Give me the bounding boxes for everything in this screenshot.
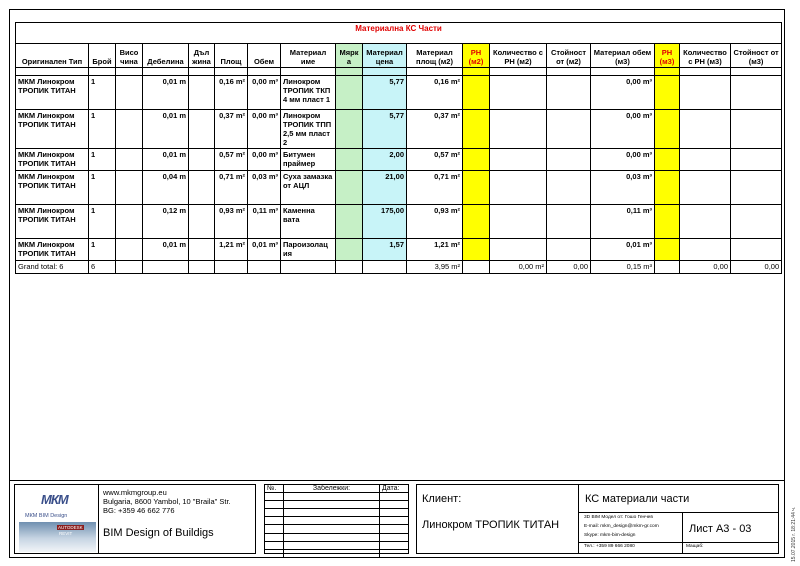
- cell-mat-vol: 0,03 m³: [591, 171, 655, 205]
- cell-cost-m3: [731, 239, 782, 261]
- cell-ph-m3: [655, 171, 680, 205]
- cell-price: 1,57: [363, 239, 407, 261]
- table-row: [16, 205, 782, 239]
- cell-unit: [336, 239, 363, 261]
- cell-unit: [336, 205, 363, 239]
- cell-mat-area: 0,93 m²: [407, 205, 463, 239]
- cell-cost-m2: [547, 171, 591, 205]
- cell-qty-m3: [680, 171, 731, 205]
- cell-thickness: 0,01 m: [143, 239, 189, 261]
- cell-mat-vol: 0,00 m³: [591, 149, 655, 171]
- client-name: Линокром ТРОПИК ТИТАН: [422, 519, 560, 531]
- column-header: Материал обем (м3): [591, 44, 655, 68]
- sheet-number: Лист А3 - 03: [689, 523, 752, 535]
- cell-ph-m3: [655, 239, 680, 261]
- logo-image: [19, 522, 96, 552]
- column-header: Площ: [215, 44, 248, 68]
- cell-length: [189, 110, 215, 149]
- cell-price: 2,00: [363, 149, 407, 171]
- cell-volume: 0,00 m³: [248, 149, 281, 171]
- sheet-info: [579, 484, 779, 554]
- column-header: PH (м2): [463, 44, 490, 68]
- cell-type: МКМ Линокром ТРОПИК ТИТАН: [16, 110, 89, 149]
- cell-material: Линокром ТРОПИК ТКП 4 мм пласт 1: [281, 76, 336, 110]
- schedule-header-row: [16, 44, 782, 68]
- cell-price: 21,00: [363, 171, 407, 205]
- cell-qty-m2: [490, 239, 547, 261]
- cell-ph-m2: [463, 171, 490, 205]
- company-phone: BG: +359 46 662 776: [103, 506, 175, 515]
- cell-height: [116, 239, 143, 261]
- cell-mat-area: 1,21 m²: [407, 239, 463, 261]
- column-header: Стойност от (м3): [731, 44, 782, 68]
- cell-ph-m2: [463, 205, 490, 239]
- cell-mat-area: 0,16 m²: [407, 76, 463, 110]
- cell-qty-m2: [490, 149, 547, 171]
- client-label: Клиент:: [422, 493, 462, 505]
- cell-count: 1: [89, 149, 116, 171]
- cell-material: Пароизолац ия: [281, 239, 336, 261]
- sheet-title: КС материали части: [585, 493, 690, 505]
- cell-volume: 0,01 m³: [248, 239, 281, 261]
- grand-total-cost-m2: 0,00: [547, 261, 591, 274]
- cell-area: 0,16 m²: [215, 76, 248, 110]
- cell-qty-m3: [680, 110, 731, 149]
- column-header: Количество с PH (м2): [490, 44, 547, 68]
- table-row: [16, 171, 782, 205]
- column-header: Дъл жина: [189, 44, 215, 68]
- company-tagline: BIM Design of Buildigs: [103, 527, 214, 539]
- cell-length: [189, 76, 215, 110]
- cell-height: [116, 149, 143, 171]
- cell-ph-m3: [655, 76, 680, 110]
- cell-qty-m3: [680, 149, 731, 171]
- cell-cost-m3: [731, 76, 782, 110]
- column-header: Висо чина: [116, 44, 143, 68]
- cell-cost-m2: [547, 205, 591, 239]
- revit-badge: REVIT: [59, 531, 73, 536]
- cell-type: МКМ Линокром ТРОПИК ТИТАН: [16, 239, 89, 261]
- cell-ph-m3: [655, 110, 680, 149]
- cell-material: Суха замазка от АЦЛ: [281, 171, 336, 205]
- cell-volume: 0,00 m³: [248, 76, 281, 110]
- cell-unit: [336, 110, 363, 149]
- cell-thickness: 0,01 m: [143, 149, 189, 171]
- cell-cost-m3: [731, 149, 782, 171]
- cell-qty-m2: [490, 76, 547, 110]
- company-contact: [99, 484, 256, 554]
- company-website: www.mkmgroup.eu: [103, 488, 167, 497]
- cell-ph-m3: [655, 205, 680, 239]
- client-box: [416, 484, 579, 554]
- column-header: Дебелина: [143, 44, 189, 68]
- table-row: [16, 110, 782, 149]
- logo-subtitle: МКМ BIM Design: [25, 513, 68, 519]
- cell-mat-vol: 0,01 m³: [591, 239, 655, 261]
- scale-label: Мащаб:: [686, 544, 704, 549]
- column-header: Материал площ (м2): [407, 44, 463, 68]
- cell-mat-area: 0,71 m²: [407, 171, 463, 205]
- material-schedule-table: [15, 22, 782, 274]
- cell-length: [189, 239, 215, 261]
- cell-cost-m3: [731, 205, 782, 239]
- cell-unit: [336, 76, 363, 110]
- cell-qty-m3: [680, 239, 731, 261]
- cell-material: Каменна вата: [281, 205, 336, 239]
- title-block: [9, 480, 785, 559]
- column-header: Брой: [89, 44, 116, 68]
- cell-cost-m2: [547, 149, 591, 171]
- cell-type: МКМ Линокром ТРОПИК ТИТАН: [16, 149, 89, 171]
- cell-thickness: 0,01 m: [143, 76, 189, 110]
- cell-ph-m2: [463, 76, 490, 110]
- cell-mat-vol: 0,00 m³: [591, 76, 655, 110]
- cell-height: [116, 110, 143, 149]
- cell-cost-m3: [731, 171, 782, 205]
- cell-area: 0,93 m²: [215, 205, 248, 239]
- column-header: Количество с PH (м3): [680, 44, 731, 68]
- cell-ph-m3: [655, 149, 680, 171]
- grand-total-label: Grand total: 6: [16, 261, 89, 274]
- bim-model-author: 3D BIM Модел от: Гошо Генчев: [584, 515, 653, 520]
- cell-material: Битумен праймер: [281, 149, 336, 171]
- cell-mat-vol: 0,11 m³: [591, 205, 655, 239]
- grand-total-qty-m2: 0,00 m²: [490, 261, 547, 274]
- cell-price: 5,77: [363, 110, 407, 149]
- cell-cost-m2: [547, 76, 591, 110]
- cell-area: 0,57 m²: [215, 149, 248, 171]
- contact-email: E-mail: mkm_design@mkm-gr.com: [584, 524, 659, 529]
- cell-volume: 0,11 m³: [248, 205, 281, 239]
- column-header: PH (м3): [655, 44, 680, 68]
- cell-thickness: 0,12 m: [143, 205, 189, 239]
- grand-total-qty-m3: 0,00: [680, 261, 731, 274]
- schedule-gap-row: [16, 68, 782, 76]
- cell-thickness: 0,01 m: [143, 110, 189, 149]
- cell-qty-m2: [490, 205, 547, 239]
- autodesk-badge: AUTODESK: [58, 525, 83, 530]
- notes-col-remarks: Забележки:: [284, 485, 380, 493]
- print-timestamp: 15.07.2015 г. 18:21:44 ч.: [791, 506, 797, 562]
- cell-volume: 0,00 m³: [248, 110, 281, 149]
- cell-area: 0,71 m²: [215, 171, 248, 205]
- cell-material: Линокром ТРОПИК ТПП 2,5 мм пласт 2: [281, 110, 336, 149]
- cell-volume: 0,03 m³: [248, 171, 281, 205]
- cell-mat-vol: 0,00 m³: [591, 110, 655, 149]
- cell-count: 1: [89, 110, 116, 149]
- cell-count: 1: [89, 205, 116, 239]
- notes-col-date: Дата:: [380, 485, 409, 493]
- logo-text: МКМ: [41, 492, 68, 507]
- cell-unit: [336, 171, 363, 205]
- column-header: Мярк а: [336, 44, 363, 68]
- cell-height: [116, 76, 143, 110]
- cell-mat-area: 0,37 m²: [407, 110, 463, 149]
- cell-qty-m2: [490, 171, 547, 205]
- cell-area: 0,37 m²: [215, 110, 248, 149]
- cell-count: 1: [89, 239, 116, 261]
- cell-unit: [336, 149, 363, 171]
- schedule-title: Материална КС Части: [16, 23, 782, 44]
- cell-qty-m2: [490, 110, 547, 149]
- grand-total-row: [16, 261, 782, 274]
- column-header: Обем: [248, 44, 281, 68]
- contact-skype: Skype: mkm-bim-design: [584, 533, 636, 538]
- cell-qty-m3: [680, 205, 731, 239]
- cell-qty-m3: [680, 76, 731, 110]
- company-address: Bulgaria, 8600 Yambol, 10 "Braila" Str.: [103, 497, 231, 506]
- cell-height: [116, 171, 143, 205]
- cell-length: [189, 205, 215, 239]
- column-header: Материал цена: [363, 44, 407, 68]
- grand-total-cost-m3: 0,00: [731, 261, 782, 274]
- table-row: [16, 149, 782, 171]
- cell-ph-m2: [463, 110, 490, 149]
- cell-length: [189, 149, 215, 171]
- cell-count: 1: [89, 76, 116, 110]
- table-row: [16, 239, 782, 261]
- cell-mat-area: 0,57 m²: [407, 149, 463, 171]
- table-row: [16, 76, 782, 110]
- cell-type: МКМ Линокром ТРОПИК ТИТАН: [16, 205, 89, 239]
- grand-total-mat-area: 3,95 m²: [407, 261, 463, 274]
- schedule-body: [16, 76, 782, 261]
- cell-area: 1,21 m²: [215, 239, 248, 261]
- revision-notes: [264, 484, 409, 554]
- cell-type: МКМ Линокром ТРОПИК ТИТАН: [16, 171, 89, 205]
- column-header: Материал име: [281, 44, 336, 68]
- grand-total-mat-vol: 0,15 m³: [591, 261, 655, 274]
- cell-count: 1: [89, 171, 116, 205]
- cell-length: [189, 171, 215, 205]
- column-header: Стойност от (м2): [547, 44, 591, 68]
- cell-thickness: 0,04 m: [143, 171, 189, 205]
- cell-price: 5,77: [363, 76, 407, 110]
- cell-cost-m3: [731, 110, 782, 149]
- grand-total-count: 6: [89, 261, 116, 274]
- cell-cost-m2: [547, 110, 591, 149]
- cell-price: 175,00: [363, 205, 407, 239]
- contact-tel: Тел.: +359 89 666 2080: [584, 544, 635, 549]
- notes-col-number: №.: [265, 485, 284, 493]
- column-header: Оригинален Тип: [16, 44, 89, 68]
- cell-height: [116, 205, 143, 239]
- cell-cost-m2: [547, 239, 591, 261]
- cell-type: МКМ Линокром ТРОПИК ТИТАН: [16, 76, 89, 110]
- cell-ph-m2: [463, 239, 490, 261]
- company-logo: [14, 484, 99, 554]
- cell-ph-m2: [463, 149, 490, 171]
